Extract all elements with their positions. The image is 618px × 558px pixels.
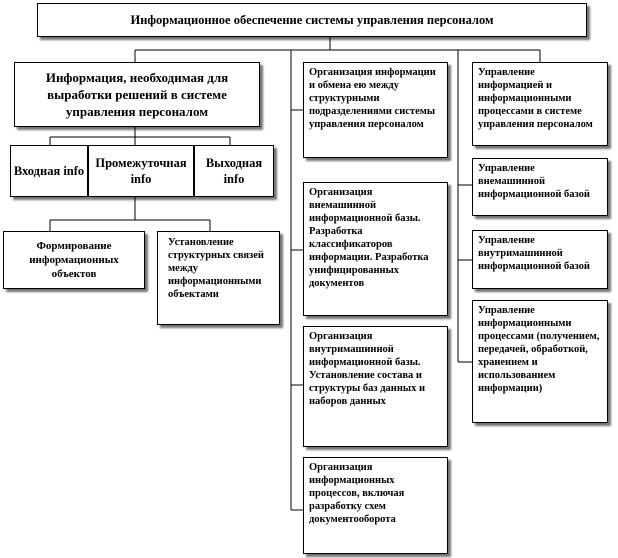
input-info-text: Входная info: [13, 164, 85, 178]
middle-box-4-text: Организация информационных процессов, включая разработку схем документооборота: [309, 462, 405, 525]
right-box-1: [472, 62, 608, 146]
right-box-3: [472, 230, 608, 289]
right-box-4-text: Управление информационными процессами (получением, передачей, обработкой, хранением и использованием информации): [478, 305, 600, 394]
output-info-text: Выходная info: [205, 156, 263, 186]
input-info-box: [10, 145, 88, 197]
info-needed-text: Информация, необходимая для выработки решений в системе управления персоналом: [45, 70, 229, 119]
info-needed-box: [14, 62, 260, 127]
right-box-2: [472, 158, 608, 216]
middle-box-2-text: Организация внемашинной информационной базы. Разработка классификаторов информации. Разработка унифицированных документов: [309, 187, 429, 289]
task-form-objects-text: Формирование информационных объектов: [29, 240, 119, 280]
right-box-4: [472, 300, 608, 423]
task-form-objects-box: [3, 231, 145, 289]
middle-box-1: [303, 62, 448, 158]
task-links-box: [157, 231, 280, 325]
task-links-text: Установление структурных связей между информационными объектами: [168, 237, 264, 300]
title-text: Информационное обеспечение системы управления персоналом: [130, 13, 494, 27]
right-box-1-text: Управление информацией и информационными процессами в системе управления персоналом: [478, 67, 593, 130]
intermediate-info-box: [88, 145, 194, 197]
middle-box-4: [303, 457, 448, 554]
right-box-3-text: Управление внутримашинной информационной базой: [478, 235, 590, 272]
middle-box-2: [303, 182, 448, 316]
title-box: [37, 3, 587, 37]
middle-box-1-text: Организация информации и обмена ею между структурными подразделениями системы управления персоналом: [309, 67, 436, 130]
right-box-2-text: Управление внемашинной информационной базой: [478, 163, 590, 200]
middle-box-3-text: Организация внутримашинной информационной базы. Установление состава и структуры баз данных и наборов данных: [309, 331, 426, 407]
intermediate-info-text: Промежуточная info: [95, 156, 187, 186]
output-info-box: [194, 145, 274, 197]
middle-box-3: [303, 326, 448, 447]
